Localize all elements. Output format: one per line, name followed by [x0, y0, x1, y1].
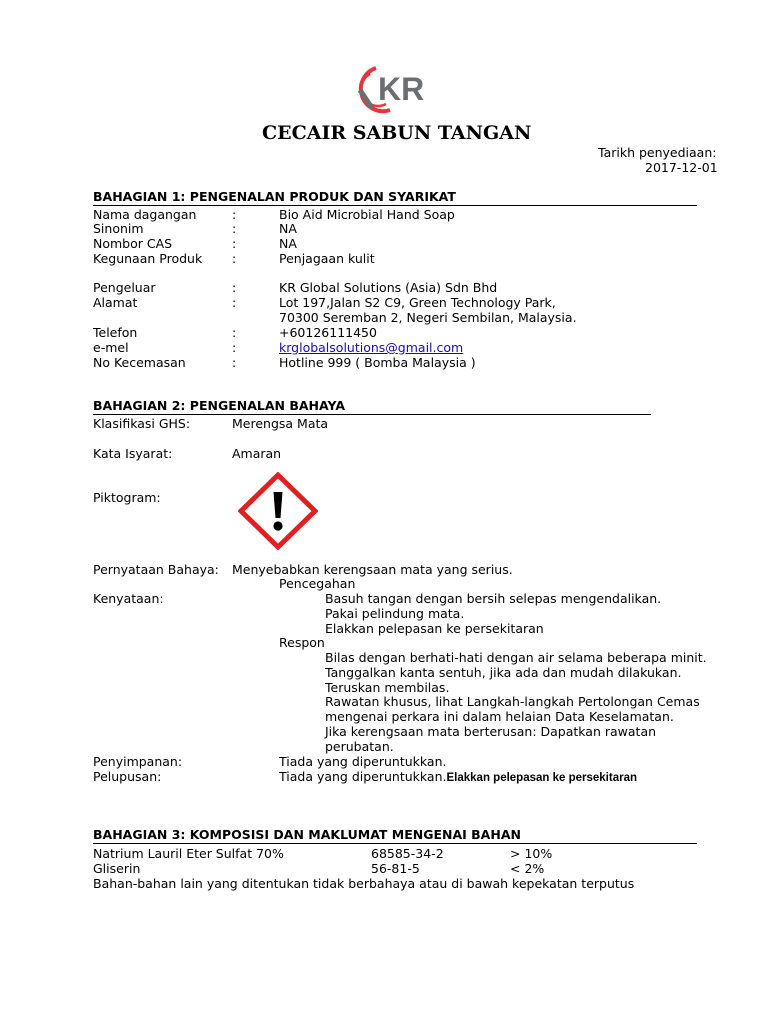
prevention-item: Pakai pelindung mata. — [325, 606, 465, 621]
row-sep: : — [232, 355, 237, 370]
composition-name: Gliserin — [93, 861, 141, 876]
storage-label: Penyimpanan: — [93, 754, 183, 769]
response-item: perubatan. — [325, 739, 394, 754]
disposal-label: Pelupusan: — [93, 769, 162, 784]
row-value: Lot 197,Jalan S2 C9, Green Technology Park, — [279, 295, 556, 310]
row-value: 70300 Seremban 2, Negeri Sembilan, Malaysia. — [279, 310, 577, 325]
response-item: Jika kerengsaan mata berterusan: Dapatkan rawatan — [325, 724, 657, 739]
row-sep: : — [232, 221, 237, 236]
composition-note: Bahan-bahan lain yang ditentukan tidak berbahaya atau di bawah kepekatan terputus — [93, 876, 635, 891]
response-item: Tanggalkan kanta sentuh, jika ada dan mudah dilakukan. — [325, 665, 682, 680]
composition-cas: 56-81-5 — [371, 861, 420, 876]
row-sep: : — [232, 325, 237, 340]
row-value: NA — [279, 236, 297, 251]
row-label: No Kecemasan — [93, 355, 186, 370]
disposal-extra: Elakkan pelepasan ke persekitaran — [446, 772, 637, 784]
row-sep: : — [232, 251, 237, 266]
ghs-value: Merengsa Mata — [232, 416, 329, 431]
email-link[interactable]: krglobalsolutions@gmail.com — [279, 340, 464, 355]
row-label: Sinonim — [93, 221, 144, 236]
exclamation-pictogram-icon — [238, 472, 318, 550]
section-1-heading: BAHAGIAN 1: PENGENALAN PRODUK DAN SYARIKAT — [93, 190, 697, 206]
logo-text: KR — [378, 71, 425, 107]
row-value: Bio Aid Microbial Hand Soap — [279, 207, 455, 222]
response-item: Bilas dengan berhati-hati dengan air selama beberapa minit. — [325, 650, 707, 665]
response-item: Rawatan khusus, lihat Langkah-langkah Pertolongan Cemas — [325, 694, 700, 709]
row-sep: : — [232, 295, 237, 310]
hazard-statement-value: Menyebabkan kerengsaan mata yang serius. — [232, 562, 513, 577]
prevention-item: Elakkan pelepasan ke persekitaran — [325, 621, 544, 636]
section-3-heading: BAHAGIAN 3: KOMPOSISI DAN MAKLUMAT MENGENAI BAHAN — [93, 828, 697, 844]
row-sep: : — [232, 207, 237, 222]
row-value: KR Global Solutions (Asia) Sdn Bhd — [279, 280, 498, 295]
response-item: mengenai perkara ini dalam helaian Data Keselamatan. — [325, 709, 674, 724]
pictogram-label: Piktogram: — [93, 490, 161, 505]
row-label: Nombor CAS — [93, 236, 173, 251]
row-value: Hotline 999 ( Bomba Malaysia ) — [279, 355, 476, 370]
prep-date-value: 2017-12-01 — [645, 160, 718, 175]
signal-word-label: Kata Isyarat: — [93, 446, 173, 461]
disposal-line — [279, 769, 637, 786]
disposal-value: Tiada yang diperuntukkan. — [279, 769, 447, 784]
ghs-label: Klasifikasi GHS: — [93, 416, 191, 431]
row-sep: : — [232, 236, 237, 251]
row-value: NA — [279, 221, 297, 236]
hazard-statement-label: Pernyataan Bahaya: — [93, 562, 219, 577]
section-2-heading: BAHAGIAN 2: PENGENALAN BAHAYA — [93, 399, 651, 415]
prep-date-label: Tarikh penyediaan: — [598, 145, 717, 160]
row-label: e-mel — [93, 340, 129, 355]
prevention-heading: Pencegahan — [279, 576, 356, 591]
storage-value: Tiada yang diperuntukkan. — [279, 754, 447, 769]
company-logo — [350, 64, 446, 116]
response-item: Teruskan membilas. — [325, 680, 450, 695]
statements-label: Kenyataan: — [93, 591, 164, 606]
composition-cas: 68585-34-2 — [371, 846, 444, 861]
composition-pct: > 10% — [510, 846, 553, 861]
composition-name: Natrium Lauril Eter Sulfat 70% — [93, 846, 284, 861]
signal-word-value: Amaran — [232, 446, 282, 461]
row-label: Telefon — [93, 325, 138, 340]
row-sep: : — [232, 280, 237, 295]
row-value: +60126111450 — [279, 325, 377, 340]
prevention-item: Basuh tangan dengan bersih selepas mengendalikan. — [325, 591, 662, 606]
row-label: Alamat — [93, 295, 138, 310]
row-value: Penjagaan kulit — [279, 251, 375, 266]
response-heading: Respon — [279, 635, 325, 650]
row-sep: : — [232, 340, 237, 355]
kr-logo-mark — [350, 64, 446, 116]
document-title: CECAIR SABUN TANGAN — [262, 122, 532, 144]
row-label: Nama dagangan — [93, 207, 197, 222]
row-label: Pengeluar — [93, 280, 156, 295]
composition-pct: < 2% — [510, 861, 545, 876]
row-label: Kegunaan Produk — [93, 251, 203, 266]
